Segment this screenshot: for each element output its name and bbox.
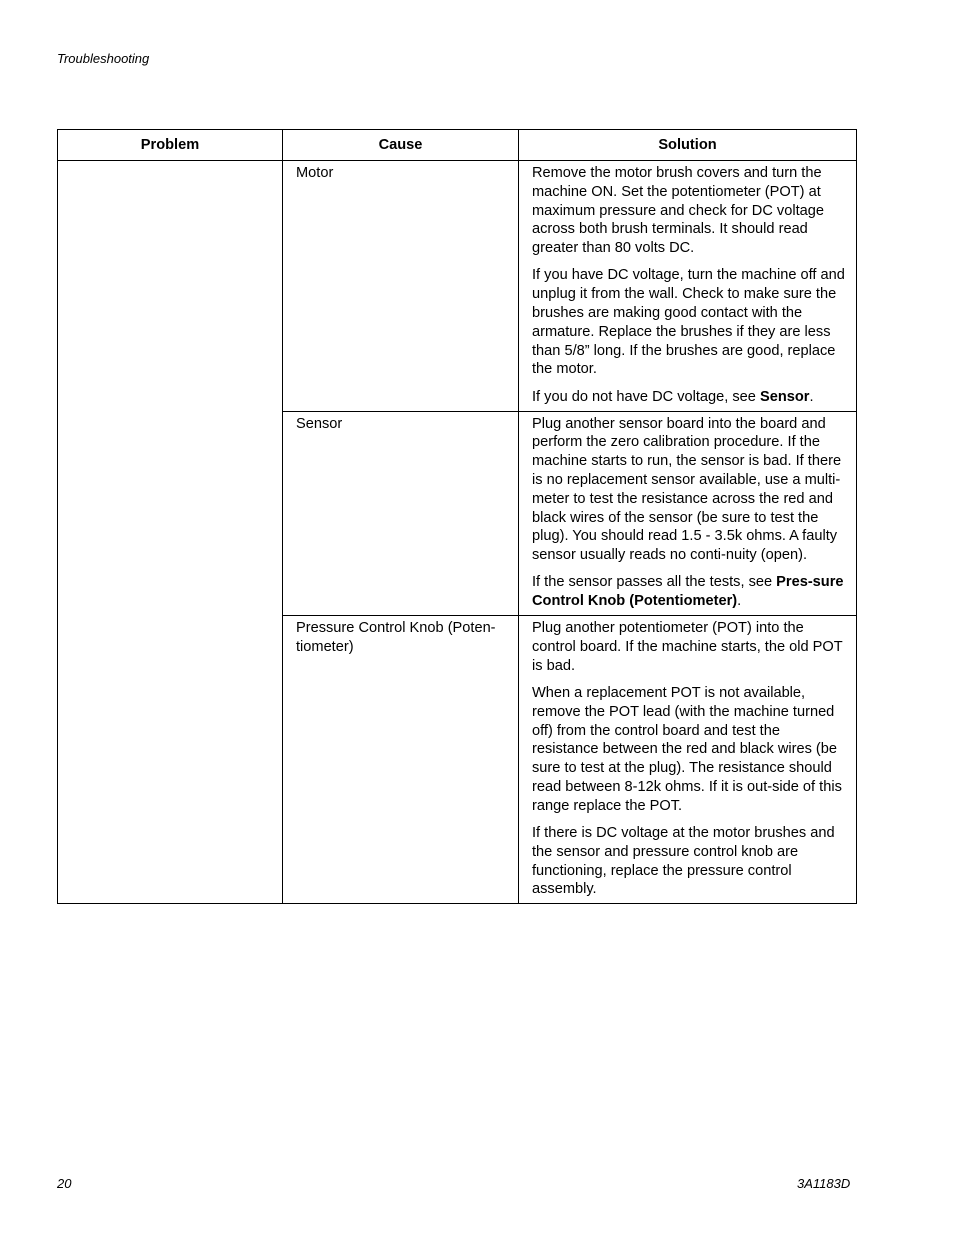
- solution-cell: [519, 411, 857, 615]
- solution-paragraph: Plug another sensor board into the board and perform the zero calibration procedure. If the machine starts to run, the sensor is bad. If there is no replacement sensor available, use a multi-meter to test the resistance across the red and black wires of the sensor (be sure to test the plug). You should read 1.5 - 3.5k ohms. A faulty sensor usually reads no conti-nuity (open).: [532, 415, 842, 564]
- cause-cell: Motor: [283, 161, 519, 412]
- table-row: [58, 161, 857, 412]
- column-header-problem: Problem: [58, 130, 283, 161]
- solution-paragraph: If you have DC voltage, turn the machine off and unplug it from the wall. Check to make sure the brushes are making good contact with the armature. Replace the brushes if they are less than 5/8” long. If the brushes are good, replace the motor.: [532, 267, 845, 378]
- running-head: Troubleshooting: [57, 51, 150, 66]
- troubleshooting-table: [57, 129, 857, 904]
- solution-cell: [519, 161, 857, 412]
- solution-paragraph: Remove the motor brush covers and turn the machine ON. Set the potentiometer (POT) at maximum pressure and check for DC voltage across both brush terminals. It should read greater than 80 volts DC.: [532, 165, 824, 257]
- column-header-solution: Solution: [519, 130, 857, 161]
- cross-reference: Pres-sure Control Knob (Potentiometer): [532, 574, 844, 610]
- solution-paragraph: [532, 573, 848, 611]
- solution-paragraph: When a replacement POT is not available, remove the POT lead (with the machine turned off) from the control board and test the resistance between the red and black wires (be sure to test at the plug). The resistance should read between 8-12k ohms. If it is out-side of this range replace the POT.: [532, 684, 842, 814]
- solution-paragraph: If there is DC voltage at the motor brushes and the sensor and pressure control knob are functioning, replace the pressure control assembly.: [532, 825, 835, 898]
- solution-text: If you do not have DC voltage, see: [532, 388, 760, 405]
- page-number: 20: [57, 1176, 72, 1191]
- table-header-row: [58, 130, 857, 161]
- solution-cell: [519, 616, 857, 904]
- solution-paragraph: [532, 388, 848, 407]
- solution-text-tail: .: [809, 388, 814, 405]
- solution-text-tail: .: [737, 593, 742, 610]
- cross-reference: Sensor: [759, 388, 810, 405]
- solution-paragraph: Plug another potentiometer (POT) into the control board. If the machine starts, the old POT is bad.: [532, 620, 843, 674]
- document-number: 3A1183D: [797, 1176, 851, 1191]
- column-header-cause: Cause: [283, 130, 519, 161]
- cause-cell: Pressure Control Knob (Poten-tiometer): [283, 616, 519, 904]
- cause-cell: Sensor: [283, 411, 519, 615]
- problem-cell: [58, 161, 283, 904]
- solution-text: If the sensor passes all the tests, see: [532, 574, 777, 591]
